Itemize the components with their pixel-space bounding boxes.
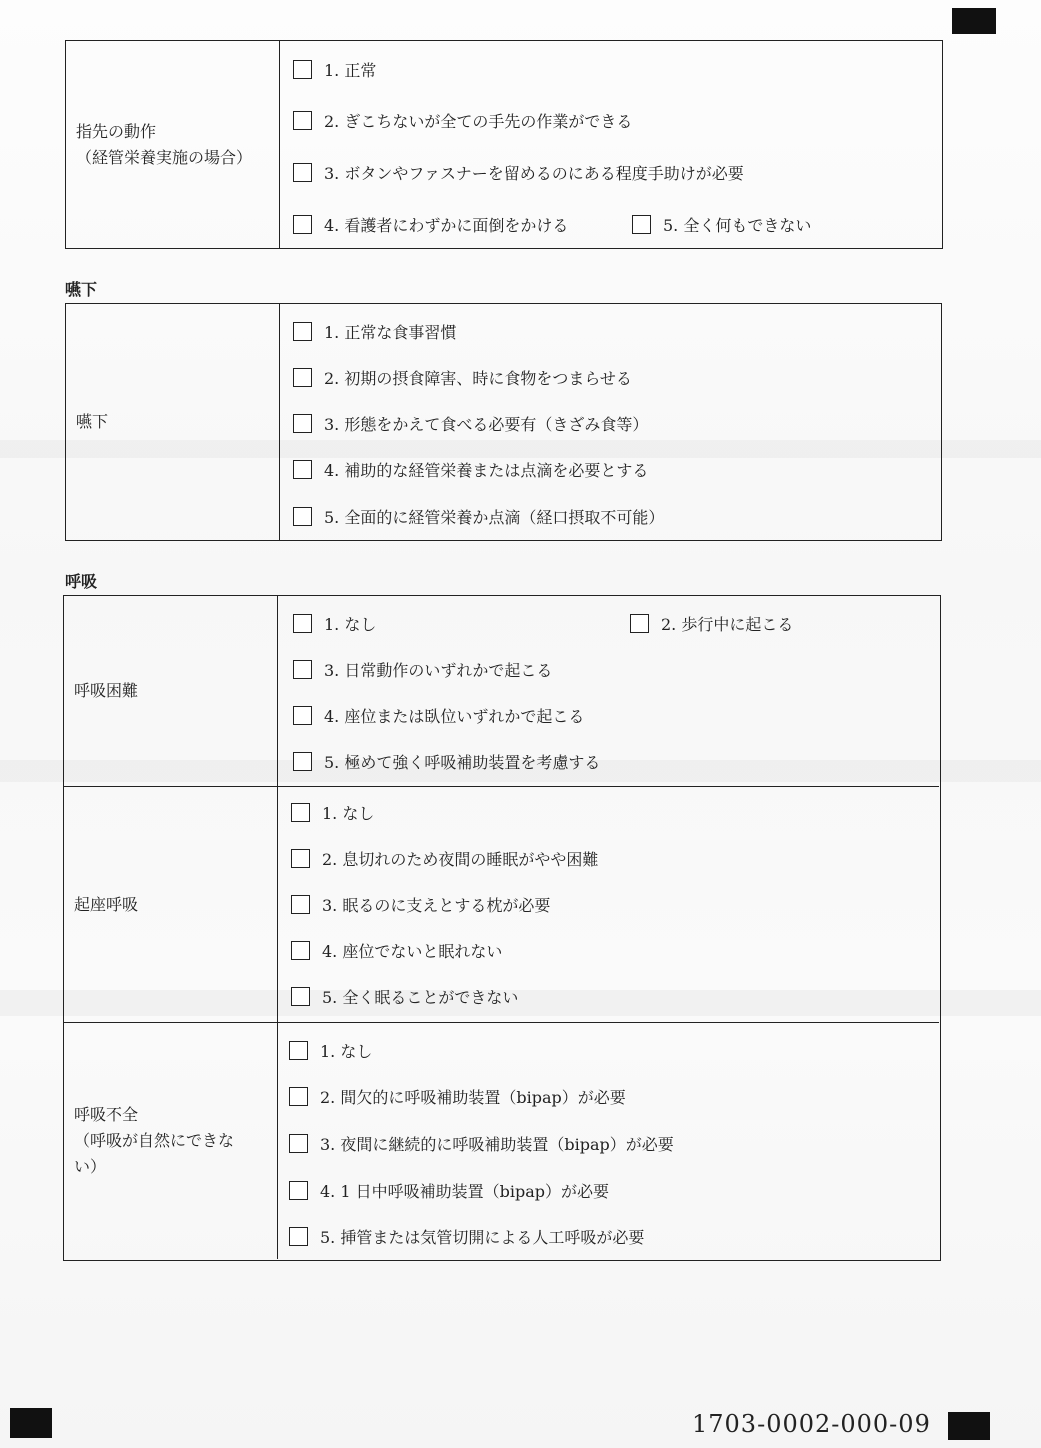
insufficiency-option-5[interactable]	[289, 1225, 644, 1248]
dyspnea-label-cell	[64, 596, 278, 786]
option-label: 3. ボタンやファスナーを留めるのにある程度手助けが必要	[324, 164, 744, 183]
orthopnea-option-1[interactable]	[291, 801, 374, 824]
checkbox[interactable]	[289, 1087, 308, 1106]
dyspnea-option-4[interactable]	[293, 704, 584, 727]
checkbox[interactable]	[291, 895, 310, 914]
document-code: 1703-0002-000-09	[692, 1410, 931, 1438]
option-label: 3. 形態をかえて食べる必要有（きざみ食等）	[324, 415, 649, 434]
option-label: 2. ぎこちないが全ての手先の作業ができる	[324, 112, 633, 131]
checkbox[interactable]	[293, 60, 312, 79]
option-label: 4. 1 日中呼吸補助装置（bipap）が必要	[320, 1182, 610, 1201]
insufficiency-label-cell	[64, 1023, 278, 1259]
option-label: 4. 座位でないと眠れない	[322, 942, 503, 961]
option-label: 1. なし	[324, 615, 377, 634]
swallow-option-5[interactable]	[293, 505, 664, 528]
option-label: 2. 間欠的に呼吸補助装置（bipap）が必要	[320, 1088, 626, 1107]
checkbox[interactable]	[293, 460, 312, 479]
checkbox[interactable]	[291, 803, 310, 822]
orthopnea-row	[64, 786, 939, 1022]
finger-option-4[interactable]	[293, 213, 568, 236]
dyspnea-option-2[interactable]	[630, 612, 793, 635]
insufficiency-option-3[interactable]	[289, 1132, 674, 1155]
checkbox[interactable]	[291, 987, 310, 1006]
insufficiency-row	[64, 1022, 939, 1259]
option-label: 2. 初期の摂食障害、時に食物をつまらせる	[324, 369, 632, 388]
checkbox[interactable]	[293, 706, 312, 725]
checkbox[interactable]	[293, 322, 312, 341]
registration-mark-bottom-right	[948, 1412, 990, 1440]
dyspnea-label: 呼吸困難	[74, 681, 139, 700]
dyspnea-option-5[interactable]	[293, 750, 600, 773]
checkbox[interactable]	[291, 941, 310, 960]
dyspnea-option-1[interactable]	[293, 612, 376, 635]
checkbox[interactable]	[293, 660, 312, 679]
swallow-label-cell	[66, 304, 280, 540]
insufficiency-option-4[interactable]	[289, 1179, 609, 1202]
swallow-option-4[interactable]	[293, 458, 648, 481]
checkbox[interactable]	[632, 215, 651, 234]
finger-option-2[interactable]	[293, 109, 632, 132]
option-label: 5. 全く何もできない	[663, 216, 812, 235]
orthopnea-label-cell	[64, 787, 278, 1022]
checkbox[interactable]	[293, 752, 312, 771]
breathing-table	[63, 595, 941, 1261]
orthopnea-label: 起座呼吸	[74, 894, 139, 914]
registration-mark-bottom-left	[10, 1408, 52, 1438]
dyspnea-row	[64, 596, 939, 786]
option-label: 2. 息切れのため夜間の睡眠がやや困難	[322, 850, 599, 869]
finger-option-3[interactable]	[293, 161, 744, 184]
checkbox[interactable]	[630, 614, 649, 633]
dyspnea-option-3[interactable]	[293, 658, 552, 681]
checkbox[interactable]	[291, 849, 310, 868]
insufficiency-label: 呼吸不全 （呼吸が自然にできな い）	[74, 1105, 235, 1176]
checkbox[interactable]	[293, 614, 312, 633]
finger-motion-label-cell	[66, 41, 280, 248]
option-label: 1. 正常な食事習慣	[324, 323, 457, 342]
finger-option-1[interactable]	[293, 58, 376, 81]
option-label: 3. 日常動作のいずれかで起こる	[324, 661, 553, 680]
swallow-option-3[interactable]	[293, 412, 648, 435]
swallow-option-1[interactable]	[293, 320, 456, 343]
finger-option-5[interactable]	[632, 213, 811, 236]
orthopnea-option-4[interactable]	[291, 939, 502, 962]
option-label: 1. 正常	[324, 61, 377, 80]
checkbox[interactable]	[293, 507, 312, 526]
option-label: 2. 歩行中に起こる	[661, 615, 794, 634]
checkbox[interactable]	[289, 1041, 308, 1060]
option-label: 4. 看護者にわずかに面倒をかける	[324, 216, 569, 235]
insufficiency-option-2[interactable]	[289, 1085, 626, 1108]
checkbox[interactable]	[293, 368, 312, 387]
breathing-section-title: 呼吸	[65, 572, 98, 591]
checkbox[interactable]	[289, 1181, 308, 1200]
option-label: 1. なし	[322, 804, 375, 823]
option-label: 1. なし	[320, 1042, 373, 1061]
swallow-label: 嚥下	[76, 412, 109, 431]
option-label: 3. 眠るのに支えとする枕が必要	[322, 896, 551, 915]
registration-mark-top-right	[952, 8, 996, 34]
option-label: 5. 挿管または気管切開による人工呼吸が必要	[320, 1228, 645, 1247]
checkbox[interactable]	[289, 1227, 308, 1246]
swallow-option-2[interactable]	[293, 366, 632, 389]
option-label: 5. 極めて強く呼吸補助装置を考慮する	[324, 753, 601, 772]
insufficiency-option-1[interactable]	[289, 1039, 372, 1062]
checkbox[interactable]	[289, 1134, 308, 1153]
option-label: 4. 座位または臥位いずれかで起こる	[324, 707, 585, 726]
option-label: 4. 補助的な経管栄養または点滴を必要とする	[324, 461, 649, 480]
orthopnea-option-5[interactable]	[291, 985, 518, 1008]
checkbox[interactable]	[293, 414, 312, 433]
checkbox[interactable]	[293, 215, 312, 234]
checkbox[interactable]	[293, 111, 312, 130]
orthopnea-option-3[interactable]	[291, 893, 550, 916]
checkbox[interactable]	[293, 163, 312, 182]
swallow-table	[65, 303, 942, 541]
finger-motion-label: 指先の動作 （経管栄養実施の場合）	[76, 121, 253, 167]
option-label: 5. 全面的に経管栄養か点滴（経口摂取不可能）	[324, 508, 665, 527]
finger-motion-table	[65, 40, 943, 249]
swallow-section-title: 嚥下	[65, 280, 98, 299]
option-label: 3. 夜間に継続的に呼吸補助装置（bipap）が必要	[320, 1135, 674, 1154]
orthopnea-option-2[interactable]	[291, 847, 598, 870]
option-label: 5. 全く眠ることができない	[322, 988, 519, 1007]
